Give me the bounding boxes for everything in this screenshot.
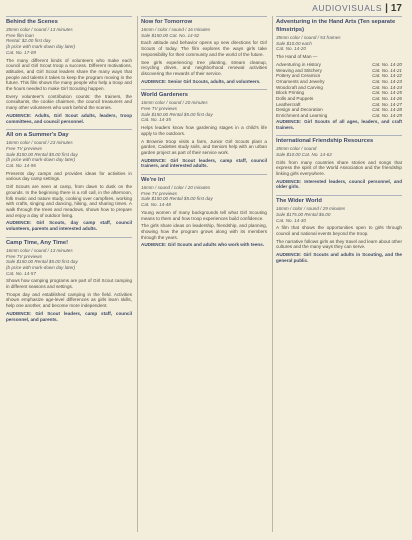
entry-title: Adventuring in the Hand Arts (Ten separate filmstrips) — [276, 19, 396, 33]
column-3 — [276, 16, 402, 269]
entry-audience: AUDIENCE: Girl Scouts and adults in Scouting, and the general public. — [276, 252, 402, 263]
entry-audience: AUDIENCE: Girl Scouts, day camp staff, council volunteers, parents and interested adults. — [6, 220, 132, 232]
meta-line: Free TV previews — [141, 190, 177, 196]
entry-title: World Gardeners — [141, 92, 188, 99]
entry-description: Each attitude and behavior opens up new directions for Girl Scouts of today. The film explores the ways girls take responsibility for their community and the world of the future. — [141, 40, 267, 57]
filmstrip-title: Adventuring in History — [276, 61, 321, 67]
filmstrip-catalog-number: Cat. No. 14-23 — [372, 78, 402, 84]
meta-line: Cat. No. 14-30 — [276, 217, 306, 223]
catalog-entry — [6, 237, 132, 322]
entry-title: We're In! — [141, 177, 166, 184]
meta-line: (b price with mark-down day later) — [6, 44, 76, 50]
entry-description: Every volunteer's contribution counts: the trainers, the consultants, the cookie chairmen, the council treasurers and many other volunteers who work behind the scenes. — [6, 93, 132, 111]
filmstrip-catalog-number: Cat. No. 14-26 — [372, 96, 402, 102]
meta-line: 16mm color / sound / 20 minutes — [141, 100, 208, 106]
meta-line: Free TV previews — [6, 145, 42, 151]
meta-line: Cat. No. 14-35 — [141, 117, 171, 123]
entry-audience: AUDIENCE: Girl Scout leaders, camp staff, council personnel, and parents. — [6, 310, 132, 322]
meta-line: Sale $150.00 Rental $5.00 first day — [141, 196, 213, 202]
meta-line: Free TV previews — [6, 253, 42, 259]
entry-meta — [141, 185, 267, 208]
meta-line: Sale $150.00 Rental $5.00 first day — [6, 151, 78, 157]
meta-line: 16mm color / sound / 23 minutes — [6, 140, 73, 146]
meta-line: 16mm / color / sound / 29 minutes — [276, 206, 346, 212]
entry-audience: AUDIENCE: Girl Scout leaders, camp staff, council trainers, and interested adults. — [141, 157, 267, 169]
meta-line: 35mm color / sound — [276, 146, 317, 152]
filmstrip-catalog-number: Cat. No. 14-27 — [372, 101, 402, 107]
entry-description: The many different kinds of volunteers who make each council and Girl Scout troop a success. Different motivations, attitudes, and Girl Scout leaders share the many ways that people and talents it takes to keep the program moving in the future. This film shows the many people who help a troop and the hours needed to make Girl Scouting happen. — [6, 57, 132, 92]
entry-description: Presents day camps and provides ideas for activities in various day camp settings. — [6, 170, 132, 182]
page-header — [312, 3, 402, 14]
meta-line: Rental: $2.00 first day — [6, 38, 51, 44]
meta-line: Sale $150.00 Rental $5.00 first day — [141, 111, 213, 117]
filmstrip-catalog-number: Cat. No. 14-24 — [372, 84, 402, 90]
catalog-entry — [141, 174, 267, 248]
entry-description: Girl Scouts are seen at camp, from dawn to dusk on the grounds. In the beginning there is a roll call, in the afternoon, folk music and nature study, cooking over campfires, working with crafts, singing and dancing, hiking, and sharing times. A walk through the trees and meadows, shows how to prepare and enjoy a day of outdoor living. — [6, 184, 132, 218]
entry-meta — [141, 100, 267, 123]
column-2 — [141, 16, 267, 253]
meta-line: Free film loan — [6, 32, 34, 38]
entry-meta — [6, 27, 132, 56]
entry-audience: AUDIENCE: Girl Scouts of all ages, leaders, and craft trainers. — [276, 118, 402, 130]
catalog-entry — [141, 16, 267, 84]
meta-line: (b price with mark-down day later) — [6, 157, 76, 163]
catalog-entry — [141, 89, 267, 169]
entry-description: The Hand of Man — — [276, 54, 318, 60]
entry-meta — [6, 140, 132, 169]
entry-description: Young women of many backgrounds tell what Girl Scouting means to them and how troop experiences build confidence. — [141, 209, 267, 221]
entry-description: A Brownie troop visits a farm, Junior Girl Scouts plant a garden, Cadettes study soils, and Seniors help with an urban garden project as part of their service work. — [141, 138, 267, 155]
page-number: 17 — [390, 3, 402, 14]
filmstrip-title: Enrichment and Learning — [276, 113, 328, 119]
meta-line: Sale $10.00 each — [276, 40, 312, 46]
filmstrip-title: Dolls and Puppets — [276, 96, 314, 102]
meta-line: Cat. No. 17-09 — [6, 49, 36, 55]
entry-description: The narrative follows girls as they travel and learn about other cultures and the many ways they can serve. — [276, 238, 402, 250]
meta-line: 35mm color / sound / 53 frames — [276, 35, 341, 40]
entry-audience: AUDIENCE: Senior Girl Scouts, adults, and volunteers. — [141, 78, 261, 84]
filmstrip-title: Block Printing — [276, 90, 305, 96]
entry-description: Shows how camping programs are part of Girl Scout camping in different seasons and settings. — [6, 278, 132, 290]
filmstrip-catalog-number: Cat. No. 14-28 — [372, 107, 402, 113]
entry-description: The girls share ideas on leadership, friendship, and planning, showing how the program grows along with its members through the years. — [141, 223, 267, 240]
entry-description: Helps leaders know how gardening stages in a child's life apply to the outdoors. — [141, 125, 267, 136]
meta-line: 16mm color / sound / 13 minutes — [6, 247, 73, 253]
filmstrip-catalog-number: Cat. No. 14-22 — [372, 73, 402, 79]
catalog-entry — [6, 16, 132, 124]
entry-audience: AUDIENCE: Adults, Girl Scout adults, leaders, troop committees, and council personnel. — [6, 112, 132, 124]
filmstrip-catalog-number: Cat. No. 14-21 — [372, 67, 402, 73]
entry-audience: AUDIENCE: Interested leaders, council personnel, and older girls. — [276, 178, 402, 190]
meta-line: Cat. No. 14-20 — [276, 46, 306, 52]
entry-meta — [276, 35, 402, 52]
entry-description: A film that shows the opportunities open to girls through council and national events beyond the troop. — [276, 225, 402, 236]
entry-title: Camp Time, Any Time! — [6, 239, 69, 246]
column-divider — [272, 16, 273, 532]
meta-line: Sale $10.00 Cat. No. 14-63 — [276, 151, 332, 157]
entry-title: Now for Tomorrow — [141, 19, 193, 25]
column-divider — [137, 16, 138, 532]
catalog-entry — [6, 129, 132, 232]
entry-description: Troops day and established camping in the field. Activities shown emphasize age-level differences as girls learn skills, help one another, and become more independent. — [6, 291, 132, 309]
meta-line: 16mm / sound / color / 20 minutes — [141, 185, 211, 191]
meta-line: (b price with mark-down day later) — [6, 264, 76, 270]
entry-title: The Wider World — [276, 198, 322, 205]
entry-title: All on a Summer's Day — [6, 132, 69, 139]
entry-description: Girls from many countries share stories and songs that express the spirit of the World Association and the friendship linking girls everywhere. — [276, 159, 402, 177]
meta-line: Cat. No. 14-57 — [6, 270, 36, 276]
filmstrip-title: Weaving and Stitchery — [276, 67, 322, 73]
entry-title: International Friendship Resources — [276, 138, 374, 145]
entry-meta — [276, 146, 402, 157]
catalog-entry — [276, 195, 402, 263]
catalog-entry — [276, 16, 402, 130]
filmstrip-title: Pottery and Ceramics — [276, 73, 321, 79]
meta-line: Cat. No. 14-48 — [141, 202, 171, 208]
entry-meta — [6, 248, 132, 277]
meta-line: Sale $150.00 Rental $5.00 first day — [6, 259, 78, 265]
entry-description: See girls experiencing tree planting, stream cleanup, recycling drives, and neighborhood renewal activities discovering the rewards of their service. — [141, 59, 267, 76]
catalog-entry — [276, 135, 402, 190]
filmstrip-title: Leathercraft — [276, 101, 301, 107]
meta-line: 16mm / color / sound / 16 minutes — [141, 27, 211, 32]
filmstrip-catalog-number: Cat. No. 14-25 — [372, 90, 402, 96]
filmstrip-catalog-number: Cat. No. 14-29 — [372, 113, 402, 119]
header-section: AUDIOVISUALS — [312, 3, 383, 13]
entry-audience: AUDIENCE: Girl Scouts and adults who work with teens. — [141, 242, 265, 248]
column-1 — [6, 16, 132, 327]
meta-line: Free TV previews — [141, 106, 177, 112]
filmstrip-title: Design and Decoration — [276, 107, 323, 113]
entry-meta — [276, 206, 402, 223]
filmstrip-title: Ornaments and Jewelry — [276, 78, 325, 84]
filmstrip-catalog-number: Cat. No. 14-20 — [372, 61, 402, 67]
meta-line: Cat. No. 14-96 — [6, 163, 36, 169]
entry-title: Behind the Scenes — [6, 19, 58, 25]
entry-meta — [141, 27, 267, 38]
header-separator: | — [385, 3, 388, 14]
meta-line: 35mm color / sound / 13 minutes — [6, 27, 73, 32]
meta-line: Sale $175.00 Rental $6.00 — [276, 211, 331, 217]
filmstrip-title: Woodcraft and Carving — [276, 84, 323, 90]
filmstrip-list — [276, 62, 402, 119]
meta-line: Sale $150.00 Cat. No. 14-52 — [141, 32, 200, 38]
